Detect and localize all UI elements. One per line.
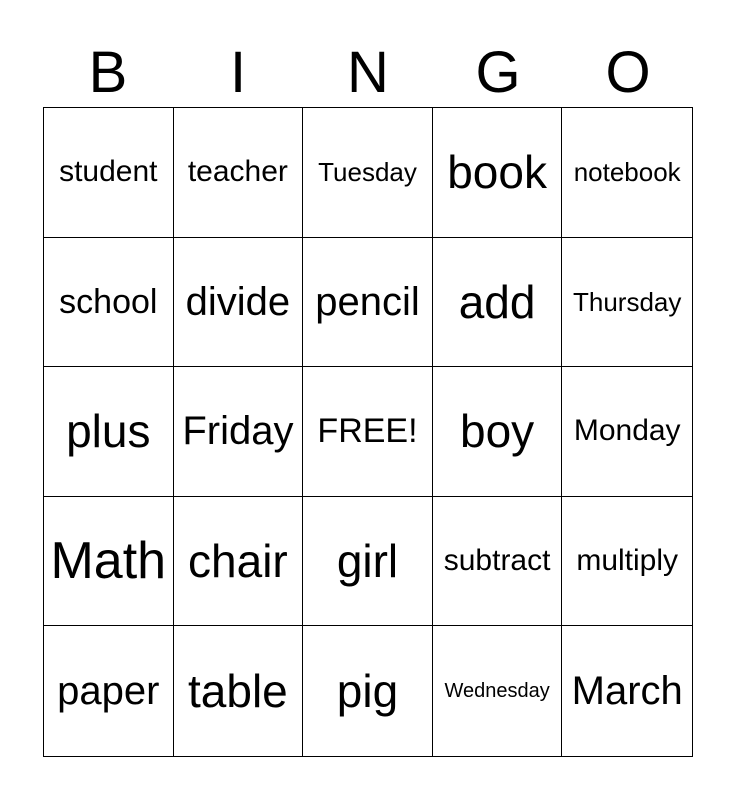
bingo-header — [43, 38, 693, 108]
bingo-cell[interactable]: Tuesday — [303, 108, 433, 238]
header-letter-o: O — [605, 40, 651, 105]
bingo-cell[interactable]: plus — [44, 367, 174, 497]
bingo-cell[interactable]: add — [433, 238, 563, 368]
bingo-cell[interactable]: teacher — [174, 108, 304, 238]
free-space-cell[interactable]: FREE! — [303, 367, 433, 497]
bingo-cell[interactable]: student — [44, 108, 174, 238]
header-letter-n: N — [347, 40, 389, 105]
bingo-cell[interactable]: Monday — [562, 367, 692, 497]
header-letter-i: I — [229, 40, 247, 105]
bingo-cell[interactable]: subtract — [433, 497, 563, 627]
bingo-cell[interactable]: Math — [44, 497, 174, 627]
bingo-cell[interactable]: Friday — [174, 367, 304, 497]
bingo-cell[interactable]: pig — [303, 626, 433, 756]
bingo-cell[interactable]: table — [174, 626, 304, 756]
bingo-cell[interactable]: multiply — [562, 497, 692, 627]
bingo-cell[interactable]: pencil — [303, 238, 433, 368]
bingo-cell[interactable]: chair — [174, 497, 304, 627]
bingo-cell[interactable]: boy — [433, 367, 563, 497]
bingo-cell[interactable]: Thursday — [562, 238, 692, 368]
bingo-cell[interactable]: Wednesday — [433, 626, 563, 756]
bingo-cell[interactable]: school — [44, 238, 174, 368]
bingo-card-grid — [43, 107, 693, 757]
header-letter-g: G — [475, 40, 521, 105]
bingo-cell[interactable]: book — [433, 108, 563, 238]
bingo-cell[interactable]: March — [571, 669, 683, 714]
bingo-cell[interactable]: divide — [174, 238, 304, 368]
header-letter-b: B — [88, 40, 128, 105]
bingo-cell[interactable]: notebook — [562, 108, 692, 238]
bingo-cell[interactable]: girl — [303, 497, 433, 627]
bingo-cell[interactable]: paper — [44, 626, 174, 756]
